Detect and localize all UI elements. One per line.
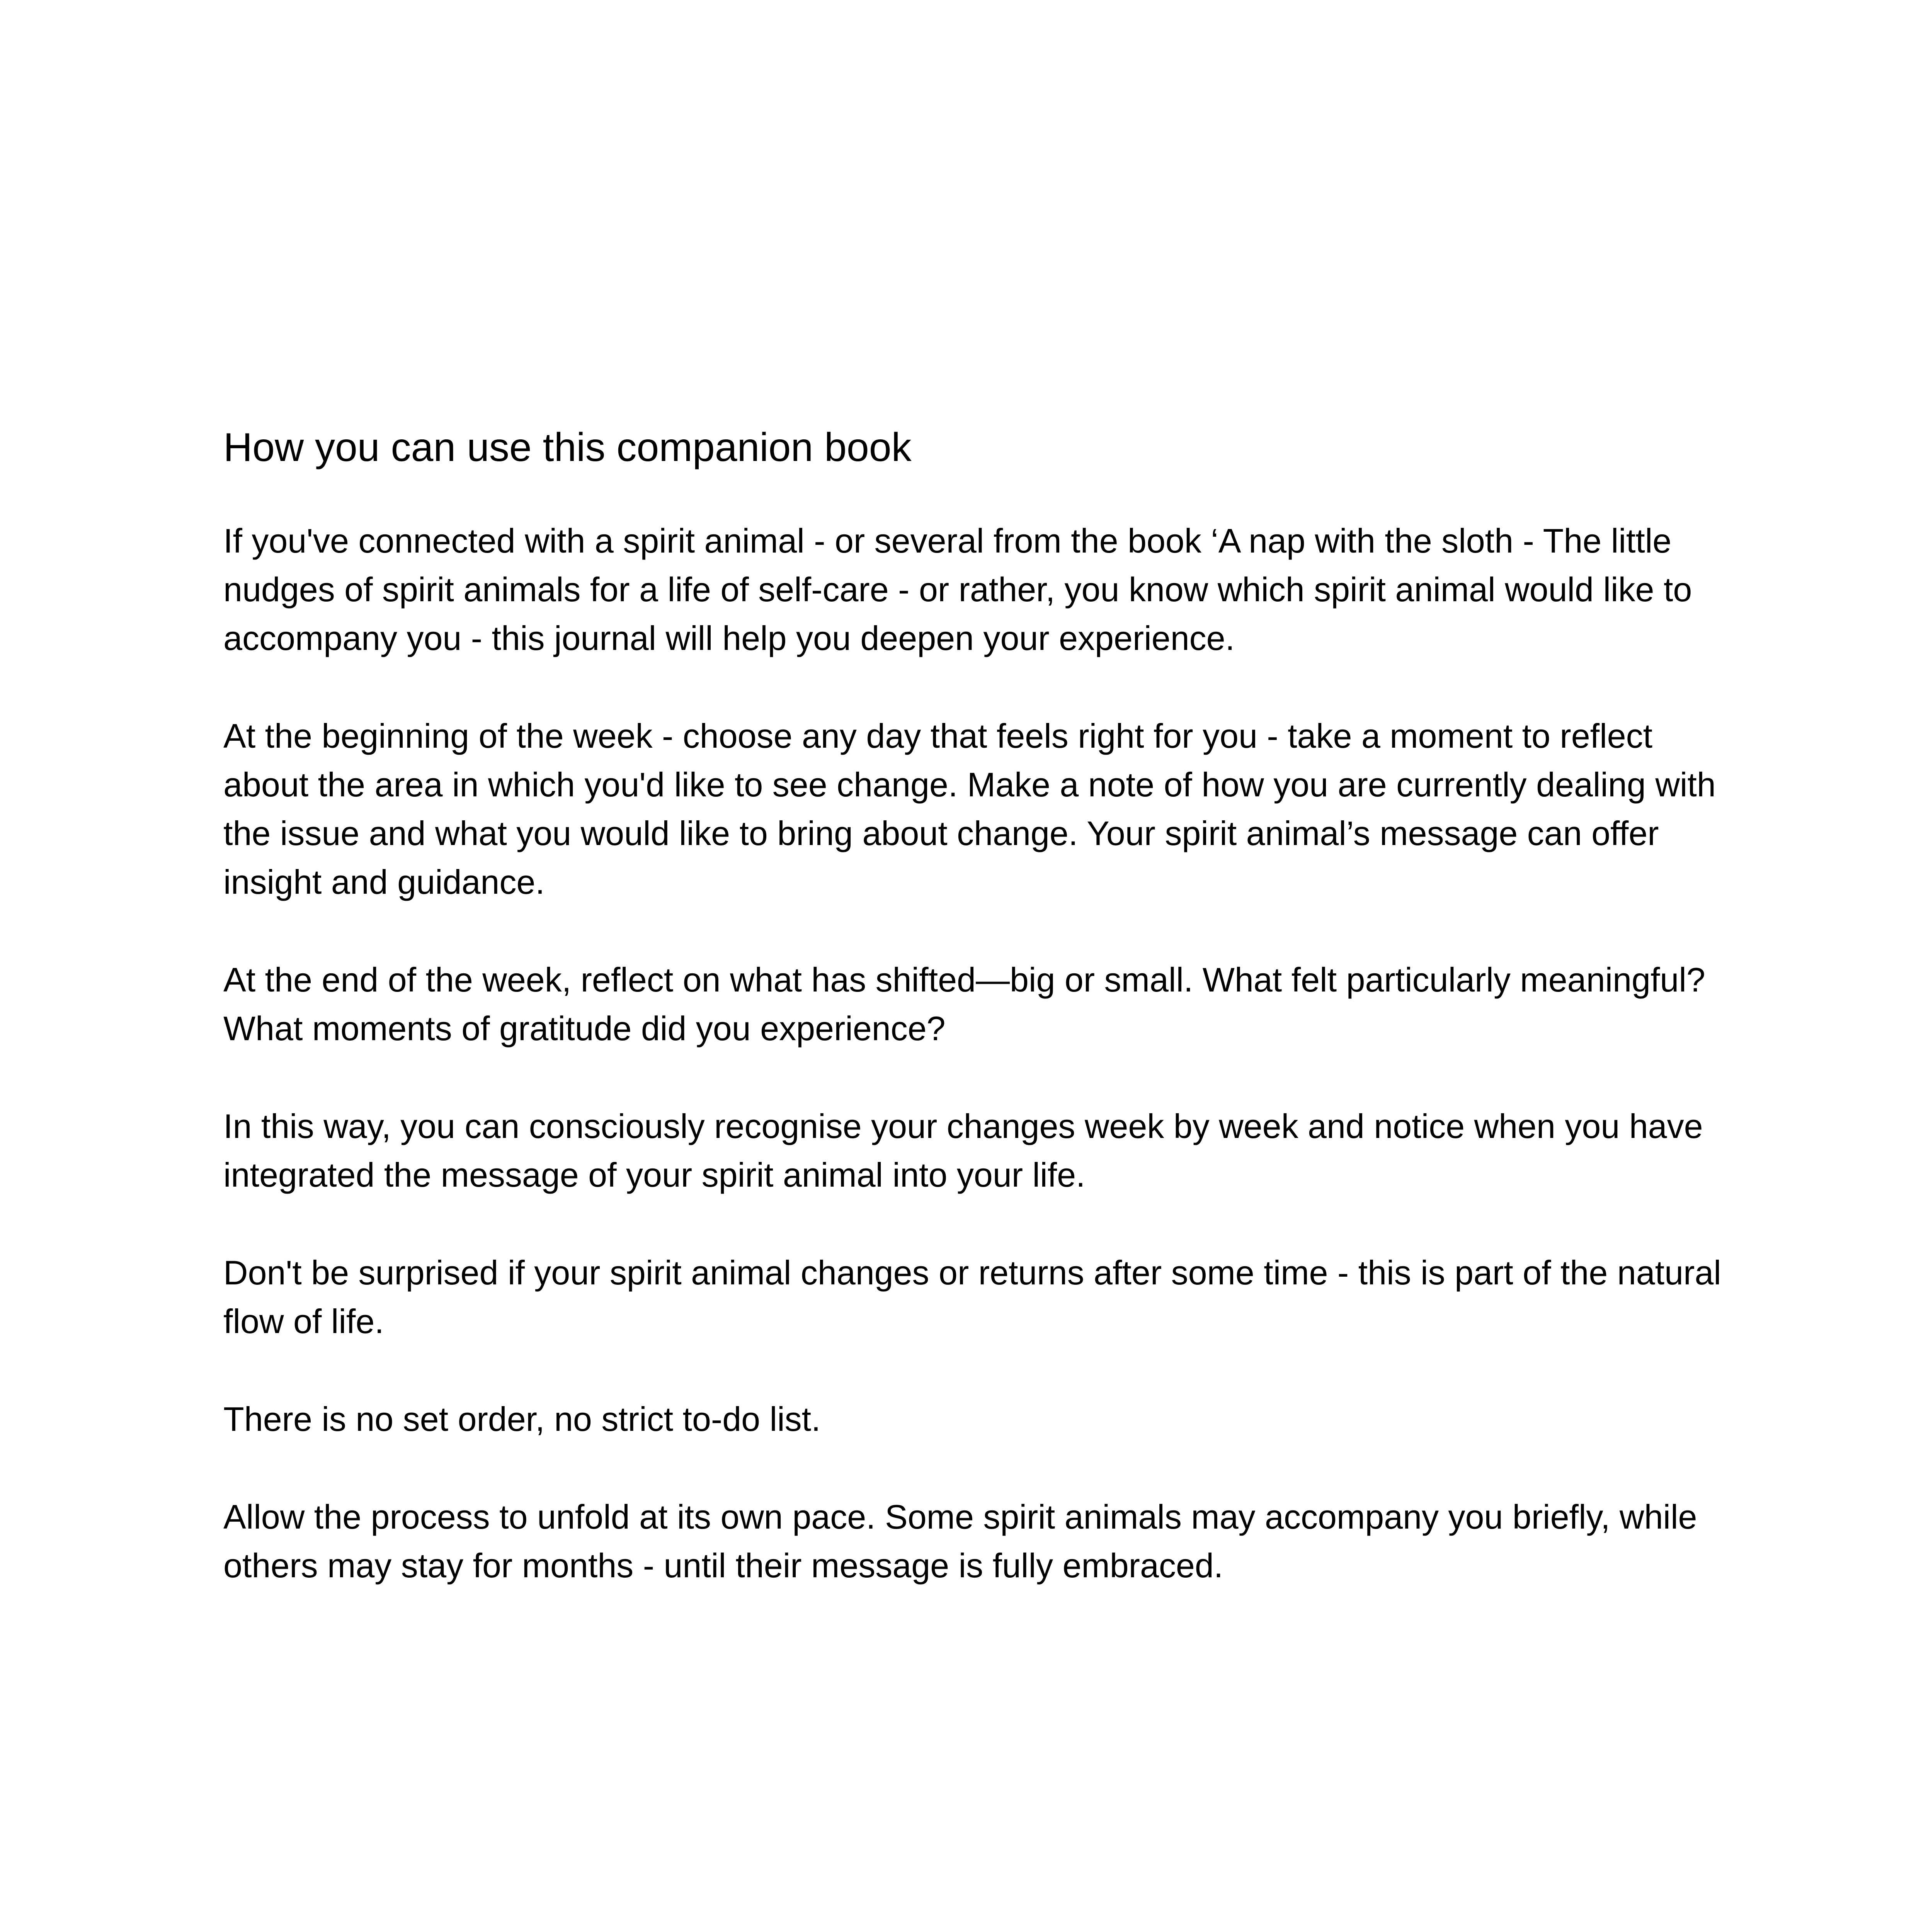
paragraph-own-pace: Allow the process to unfold at its own pace. Some spirit animals may accompany you briefly, while others may stay for months - until their message is fully embraced. xyxy=(223,1498,1697,1585)
page-title: How you can use this companion book xyxy=(223,425,912,470)
paragraph-intro: If you've connected with a spirit animal - or several from the book ‘A nap with the sloth - The little nudges of spirit animals for a life of self-care - or rather, you know which spirit animal would like to accompany you - this journal will help you deepen your experience. xyxy=(223,522,1692,657)
paragraph-end-of-week: At the end of the week, reflect on what has shifted—big or small. What felt particularly meaningful? What moments of gratitude did you experience? xyxy=(223,961,1705,1048)
paragraph-week-by-week: In this way, you can consciously recognise your changes week by week and notice when you have integrated the message of your spirit animal into your life. xyxy=(223,1107,1703,1194)
paragraph-no-set-order: There is no set order, no strict to-do list. xyxy=(223,1400,821,1438)
paragraph-spirit-animal-changes: Don't be surprised if your spirit animal changes or returns after some time - this is part of the natural flow of life. xyxy=(223,1253,1721,1340)
paragraph-beginning-of-week: At the beginning of the week - choose any day that feels right for you - take a moment to reflect about the area in which you'd like to see change. Make a note of how you are currently dealing with the issue and what you would like to bring about change. Your spirit animal’s message can offer insight and guidance. xyxy=(223,717,1716,901)
document-body xyxy=(223,423,1731,1639)
